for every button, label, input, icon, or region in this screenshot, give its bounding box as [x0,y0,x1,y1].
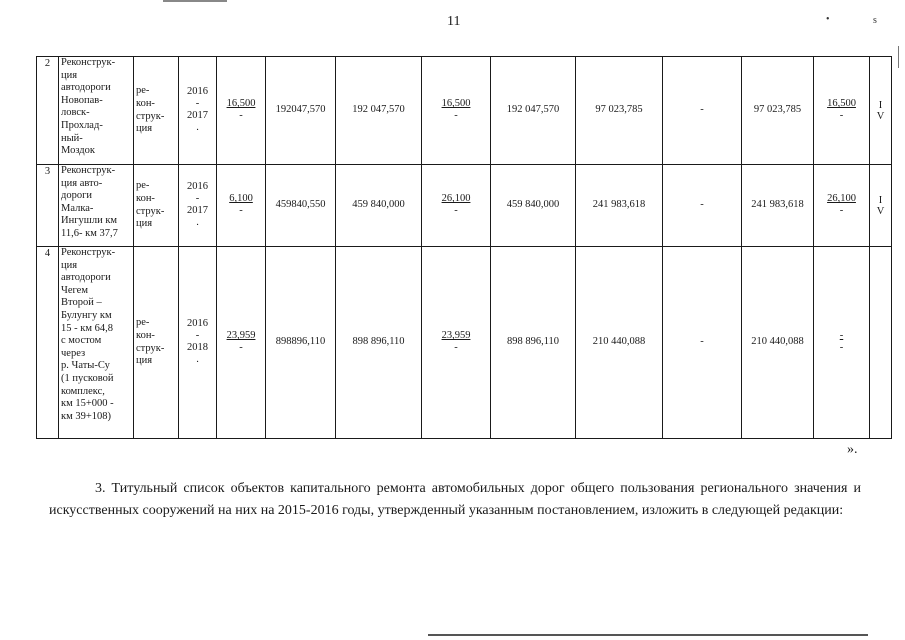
objects-table [36,56,892,439]
remaining-length-cell [422,247,491,439]
type-lines-line: кон- [136,329,155,341]
length-value: 16,500 [226,98,256,110]
name-lines-line: 11,6- км 37,7 [61,227,118,239]
type-lines-line: кон- [136,97,155,109]
name-lines-line: р. Чаты-Су [61,360,110,372]
name-lines-line: Ингушли км [61,215,118,227]
name-lines-line: ный- [61,132,83,144]
row-number-cell [37,247,59,439]
name-lines-line: Булунгу км [61,309,112,321]
name-lines-line: Чегем [61,284,88,296]
cost-cell [266,57,336,165]
fund-b-value: - [700,104,704,116]
length-value: 23,959 [226,330,256,342]
category-lines-line: V [876,205,885,217]
final-length-value: 16,500 [827,98,856,110]
period-lines-line: 2016 [187,181,208,193]
final-length-sub-value: - [839,110,844,122]
type-lines-line: ция [136,123,153,135]
work-type-cell [134,57,179,165]
type-lines-line: струк- [136,342,165,354]
remaining-length-value: 16,500 [441,98,471,110]
name-lines-line: комплекс, [61,385,105,397]
scan-mark-s: s [873,15,877,26]
num-value: 2 [44,58,51,69]
type-lines-line: ре- [136,317,150,329]
fund-a-cell [576,165,663,247]
name-lines-line: ловск- [61,107,90,119]
name-lines-line: Малка- [61,202,94,214]
table-row [37,165,892,247]
fund-b-cell [663,247,742,439]
fund-a-cell [576,247,663,439]
name-lines-line: км 39+108) [61,410,112,422]
period-lines-line: - [195,193,200,205]
name-lines-line: через [61,347,86,359]
name-lines-line: Реконструк- [61,57,116,68]
name-lines-line: Моздок [61,145,95,157]
total-cell [336,165,422,247]
final-length-value: - [839,330,844,342]
length-cell [217,57,266,165]
cost-value: 898896,110 [275,336,326,348]
table-row [37,57,892,165]
final-length-sub-value: - [839,205,844,217]
length-sub-value: - [239,342,243,354]
period-lines-line: - [195,330,200,342]
category-lines-line: V [876,110,885,122]
period-lines-line: 2016 [187,318,208,330]
period-lines-line: - [195,98,200,110]
remaining-length-sub-value: - [454,205,458,217]
cost-cell [266,247,336,439]
object-name-cell [59,247,134,439]
final-length-sub-value: - [839,342,844,354]
remaining-length-value: 23,959 [441,330,471,342]
name-lines-line: автодороги [61,82,111,94]
work-type-cell [134,247,179,439]
scan-mark-dot: • [826,14,830,25]
length-sub-value: - [239,205,243,217]
name-lines-line: ция [61,69,78,81]
fund-c-cell [742,57,814,165]
remaining-length-value: 26,100 [441,193,471,205]
length-sub-value: - [239,110,243,122]
fund-c-value: 241 983,618 [751,199,804,211]
name-lines-line: Второй – [61,297,102,309]
total-value: 898 896,110 [352,336,405,348]
scan-mark-top [163,0,227,2]
period-lines-line: . [196,217,199,229]
name-lines-line: Прохлад- [61,119,103,131]
name-lines-line: Реконструк- [61,165,116,176]
object-name-cell [59,165,134,247]
period-lines-line: 2016 [187,86,208,98]
period-cell [179,247,217,439]
final-length-cell [814,247,870,439]
total-value: 192 047,570 [352,104,405,116]
remaining-length-sub-value: - [454,342,458,354]
period-cell [179,57,217,165]
body-paragraph: 3. Титульный список объектов капитального ремонта автомобильных дорог общего пользования регионального значения и искусственных сооружений на них на 2015-2016 годы, утвержденный указанным постановлением, изложить в следующей редакции: [49,481,861,518]
object-name-cell [59,57,134,165]
period-lines-line: 2017 [187,110,208,122]
period-lines-line: 2018 [187,342,208,354]
type-lines-line: ре- [136,85,150,97]
fund-c-cell [742,247,814,439]
row-number-cell [37,57,59,165]
name-lines-line: Реконструк- [61,247,116,258]
fund-b-cell [663,57,742,165]
remaining-cost-cell [491,247,576,439]
remaining-cost-value: 898 896,110 [506,336,560,348]
fund-c-value: 97 023,785 [753,104,802,116]
cost-value: 459840,550 [275,199,326,211]
fund-b-cell [663,165,742,247]
category-lines-line: I [878,99,883,111]
name-lines-line: Новопав- [61,94,103,106]
fund-a-value: 97 023,785 [595,104,643,116]
type-lines-line: струк- [136,110,165,122]
remaining-cost-value: 192 047,570 [506,104,560,116]
closing-quote: ». [847,442,858,457]
category-cell [870,165,892,247]
remaining-cost-cell [491,57,576,165]
type-lines-line: струк- [136,205,165,217]
num-value: 4 [44,248,51,259]
remaining-length-cell [422,57,491,165]
total-value: 459 840,000 [352,199,405,211]
name-lines-line: 15 - км 64,8 [61,322,113,334]
final-length-value: 26,100 [827,193,856,205]
cost-cell [266,165,336,247]
fund-a-cell [576,57,663,165]
name-lines-line: автодороги [61,272,111,284]
total-cell [336,57,422,165]
row-number-cell [37,165,59,247]
remaining-cost-value: 459 840,000 [506,199,560,211]
fund-a-value: 241 983,618 [592,199,646,211]
length-cell [217,247,266,439]
fund-c-cell [742,165,814,247]
name-lines-line: (1 пусковой [61,372,114,384]
type-lines-line: ция [136,218,153,230]
period-cell [179,165,217,247]
final-length-cell [814,57,870,165]
name-lines-line: с мостом [61,335,102,347]
category-cell [870,247,892,439]
scan-mark-bottom [428,634,868,636]
length-cell [217,165,266,247]
scan-mark-side [898,46,899,68]
name-lines-line: ция авто- [61,177,103,189]
period-lines-line: . [196,122,199,134]
period-lines-line: . [196,354,199,366]
fund-a-value: 210 440,088 [592,336,646,348]
table-row [37,247,892,439]
final-length-cell [814,165,870,247]
type-lines-line: кон- [136,192,155,204]
fund-c-value: 210 440,088 [751,336,804,348]
remaining-length-cell [422,165,491,247]
remaining-cost-cell [491,165,576,247]
category-cell [870,57,892,165]
remaining-length-sub-value: - [454,110,458,122]
num-value: 3 [44,166,51,177]
period-lines-line: 2017 [187,205,208,217]
total-cell [336,247,422,439]
length-value: 6,100 [229,193,253,205]
page-number: 11 [447,14,461,29]
cost-value: 192047,570 [275,104,326,116]
type-lines-line: ре- [136,180,150,192]
name-lines-line: ция [61,259,78,271]
fund-b-value: - [700,336,704,348]
name-lines-line: км 15+000 - [61,398,114,410]
type-lines-line: ция [136,355,153,367]
category-lines-line: I [878,194,883,206]
fund-b-value: - [700,199,704,211]
work-type-cell [134,165,179,247]
name-lines-line: дороги [61,190,93,202]
